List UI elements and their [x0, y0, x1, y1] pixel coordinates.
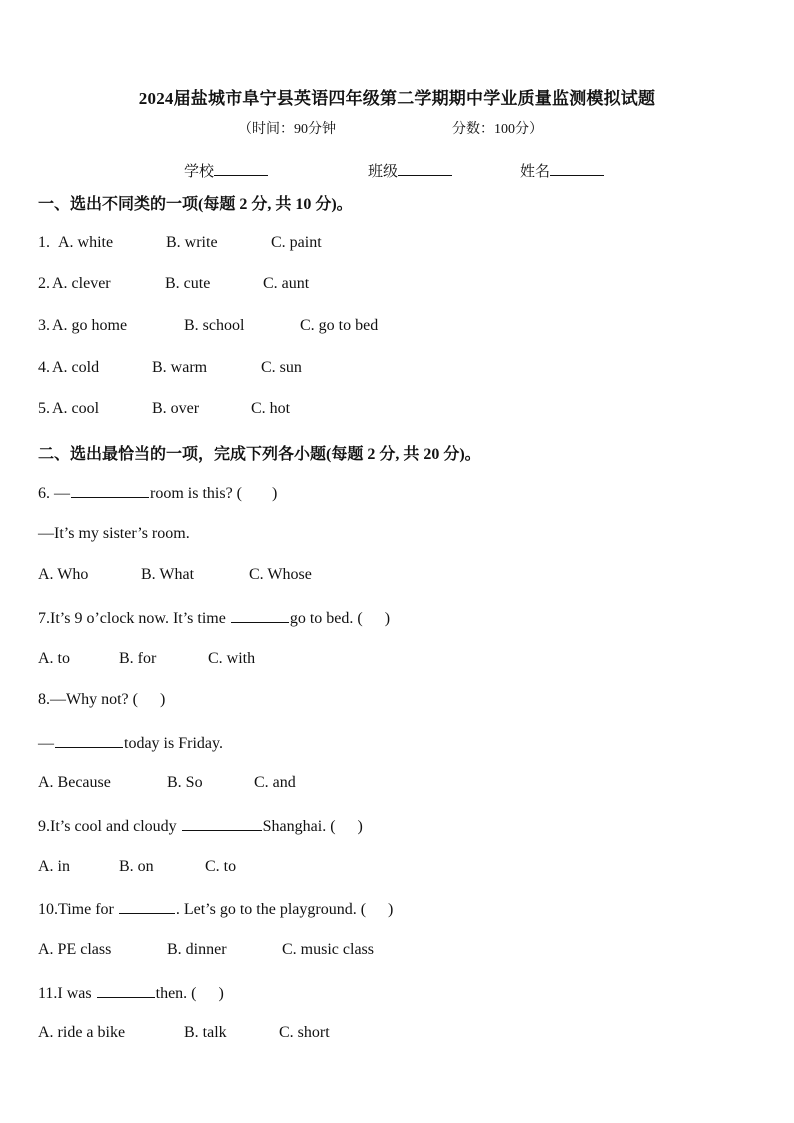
option-a: A. in — [38, 858, 70, 875]
question-8: 8.—Why not? ( ) — [38, 691, 166, 708]
question-text: 8.—Why not? ( — [38, 691, 138, 708]
question-number: 4. — [38, 359, 50, 376]
option-c: C. paint — [271, 234, 322, 251]
question-8-reply: — today is Friday. — [38, 735, 223, 752]
question-6-reply: —It’s my sister’s room. — [38, 525, 190, 542]
option-b: B. for — [119, 650, 157, 667]
option-b: B. talk — [184, 1024, 227, 1041]
answer-blank[interactable] — [231, 608, 289, 623]
answer-blank[interactable] — [119, 899, 175, 914]
question-text: 10.Time for — [38, 901, 118, 918]
option-a: A. Who — [38, 566, 89, 583]
option-c: C. to — [205, 858, 237, 875]
option-b: B. over — [152, 400, 200, 417]
option-b: B. warm — [152, 359, 208, 376]
class-blank[interactable] — [398, 161, 452, 176]
option-a: A. white — [58, 234, 114, 251]
answer-blank[interactable] — [97, 983, 155, 998]
school-blank[interactable] — [214, 161, 268, 176]
exam-time: （时间：90分钟 — [238, 122, 336, 137]
option-c: C. Whose — [249, 566, 312, 583]
option-b: B. What — [141, 566, 195, 583]
option-c: C. and — [254, 774, 296, 791]
option-a: A. ride a bike — [38, 1024, 126, 1041]
class-field — [368, 160, 452, 181]
option-c: C. music class — [282, 941, 374, 958]
section2-heading: 二、选出最恰当的一项，完成下列各小题(每题 2 分, 共 20 分)。 — [38, 446, 481, 463]
option-b: B. school — [184, 317, 245, 334]
question-text: 11.I was — [38, 985, 96, 1002]
question-text: 6. — — [38, 485, 70, 502]
question-9: 9.It’s cool and cloudy Shanghai. ( ) — [38, 818, 363, 835]
question-text: room is this? ( — [150, 485, 242, 502]
option-b: B. So — [167, 774, 203, 791]
question-number: 2. — [38, 275, 50, 292]
question-number: 1. — [38, 234, 50, 251]
exam-title: 2024届盐城市阜宁县英语四年级第二学期期中学业质量监测模拟试题 — [138, 89, 656, 108]
option-c: C. hot — [251, 400, 291, 417]
option-a: A. PE class — [38, 941, 112, 958]
question-text: then. ( — [155, 985, 197, 1002]
option-a: A. cold — [52, 359, 100, 376]
option-c: C. go to bed — [300, 317, 379, 334]
option-c: C. with — [208, 650, 256, 667]
question-11: 11.I was then. ( ) — [38, 985, 224, 1002]
answer-blank[interactable] — [55, 733, 123, 748]
name-label: 姓名 — [520, 164, 551, 180]
option-a: A. go home — [52, 317, 128, 334]
option-a: A. clever — [52, 275, 111, 292]
answer-blank[interactable] — [71, 483, 149, 498]
option-b: B. cute — [165, 275, 211, 292]
question-text: 9.It’s cool and cloudy — [38, 818, 181, 835]
question-text: 7.It’s 9 o’clock now. It’s time — [38, 610, 230, 627]
option-c: C. sun — [261, 359, 302, 376]
question-10: 10.Time for . Let’s go to the playground. ( ) — [38, 901, 394, 918]
class-label: 班级 — [368, 164, 399, 180]
question-text: go to bed. ( — [289, 610, 363, 627]
option-b: B. on — [119, 858, 154, 875]
school-label: 学校 — [184, 164, 215, 180]
name-blank[interactable] — [550, 161, 604, 176]
question-text: Shanghai. ( — [262, 818, 336, 835]
question-text: . Let’s go to the playground. ( — [175, 901, 367, 918]
option-c: C. aunt — [263, 275, 310, 292]
option-a: A. to — [38, 650, 70, 667]
option-b: B. dinner — [167, 941, 227, 958]
exam-score: 分数：100分） — [452, 122, 543, 137]
question-number: 3. — [38, 317, 50, 334]
school-field — [184, 160, 268, 181]
option-a: A. Because — [38, 774, 111, 791]
option-c: C. short — [279, 1024, 330, 1041]
question-number: 5. — [38, 400, 50, 417]
option-a: A. cool — [52, 400, 100, 417]
question-7: 7.It’s 9 o’clock now. It’s time go to bed. ( ) — [38, 610, 391, 627]
option-b: B. write — [166, 234, 218, 251]
answer-blank[interactable] — [182, 816, 262, 831]
question-6: 6. — room is this? ( ) — [38, 485, 278, 502]
section1-heading: 一、选出不同类的一项(每题 2 分, 共 10 分)。 — [38, 196, 353, 213]
name-field — [520, 160, 604, 181]
